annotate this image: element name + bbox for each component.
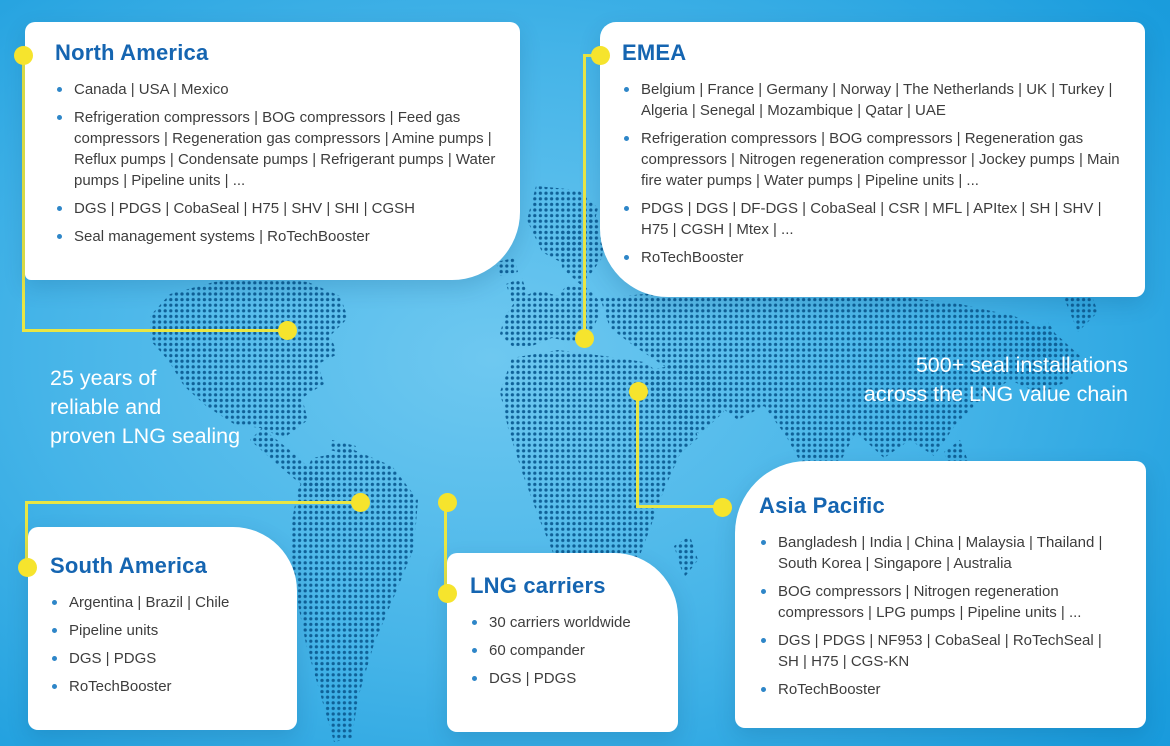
connector-asia-pacific-vertical <box>636 391 639 508</box>
bullet-item: 60 compander <box>470 640 664 661</box>
card-title-emea: EMEA <box>622 40 687 65</box>
bullet-item: Refrigeration compressors | BOG compressors | Regeneration gas compressors | Nitrogen regeneration compressor | Jockey pumps | Main fire water pumps | Water pumps | Pipeline units | ... <box>622 128 1123 191</box>
bullet-item: RoTechBooster <box>622 247 1123 268</box>
caption-line: across the LNG value chain <box>863 382 1128 406</box>
caption-500-installations <box>864 351 1128 409</box>
bullet-item: DGS | PDGS | NF953 | CobaSeal | RoTechSeal | SH | H75 | CGS-KN <box>759 630 1126 672</box>
card-bullets-north-america <box>55 79 496 247</box>
card-bullets-emea <box>622 79 1123 268</box>
bullet-item: RoTechBooster <box>50 676 281 697</box>
bullet-item: Argentina | Brazil | Chile <box>50 592 281 613</box>
bullet-item: DGS | PDGS | CobaSeal | H75 | SHV | SHI | CGSH <box>55 198 496 219</box>
card-anchor-dot-north-america <box>14 46 33 65</box>
map-marker-asia-pacific <box>629 382 648 401</box>
map-marker-lng-carriers <box>438 493 457 512</box>
bullet-item: Belgium | France | Germany | Norway | The Netherlands | UK | Turkey | Algeria | Senegal | Mozambique | Qatar | UAE <box>622 79 1123 121</box>
caption-25-years <box>50 364 240 451</box>
bullet-item: 30 carriers worldwide <box>470 612 664 633</box>
caption-line: reliable and <box>50 395 162 419</box>
landmass-madagascar <box>674 536 698 578</box>
caption-line: 500+ seal installations <box>915 353 1128 377</box>
bullet-item: DGS | PDGS <box>50 648 281 669</box>
bullet-item: BOG compressors | Nitrogen regeneration compressors | LPG pumps | Pipeline units | ... <box>759 581 1126 623</box>
connector-emea-vertical <box>583 54 586 339</box>
card-asia-pacific <box>735 461 1146 728</box>
card-bullets-south-america <box>50 592 281 697</box>
card-bullets-lng-carriers <box>470 612 664 689</box>
bullet-item: RoTechBooster <box>759 679 1126 700</box>
card-south-america <box>28 527 297 730</box>
card-title-asia-pacific: Asia Pacific <box>759 493 885 518</box>
bullet-item: PDGS | DGS | DF-DGS | CobaSeal | CSR | MFL | APItex | SH | SHV | H75 | CGSH | Mtex | ... <box>622 198 1123 240</box>
card-title-south-america: South America <box>50 553 208 578</box>
caption-line: proven LNG sealing <box>50 424 241 448</box>
bullet-item: Pipeline units <box>50 620 281 641</box>
card-bullets-asia-pacific <box>759 532 1126 700</box>
card-lng-carriers <box>447 553 678 732</box>
card-north-america <box>25 22 520 280</box>
card-title-lng-carriers: LNG carriers <box>470 573 606 598</box>
map-marker-south-america <box>351 493 370 512</box>
bullet-item: Canada | USA | Mexico <box>55 79 496 100</box>
card-emea <box>600 22 1145 297</box>
bullet-item: Bangladesh | India | China | Malaysia | Thailand | South Korea | Singapore | Australia <box>759 532 1126 574</box>
caption-line: 25 years of <box>50 366 157 390</box>
connector-asia-pacific-horizontal <box>636 505 723 508</box>
bullet-item: Refrigeration compressors | BOG compressors | Feed gas compressors | Regeneration gas compressors | Amine pumps | Reflux pumps | Condensate pumps | Refrigerant pumps | Water pumps | Pipeline units | ... <box>55 107 496 191</box>
card-anchor-dot-emea <box>591 46 610 65</box>
card-title-north-america: North America <box>55 40 209 65</box>
map-marker-north-america <box>278 321 297 340</box>
card-anchor-dot-lng-carriers <box>438 584 457 603</box>
connector-south-america-horizontal <box>25 501 361 504</box>
bullet-item: Seal management systems | RoTechBooster <box>55 226 496 247</box>
connector-north-america-horizontal <box>22 329 288 332</box>
bullet-item: DGS | PDGS <box>470 668 664 689</box>
map-marker-emea <box>575 329 594 348</box>
card-anchor-dot-asia-pacific <box>713 498 732 517</box>
card-anchor-dot-south-america <box>18 558 37 577</box>
